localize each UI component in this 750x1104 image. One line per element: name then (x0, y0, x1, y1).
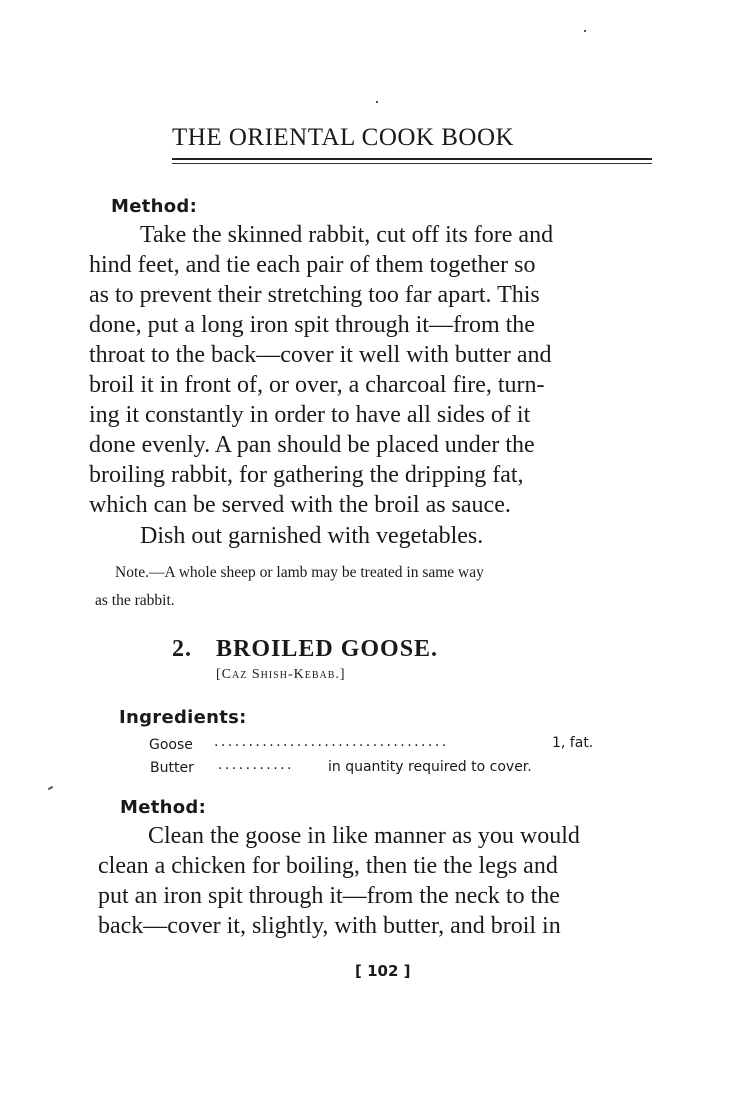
speck (48, 786, 53, 790)
note-line: Note.—A whole sheep or lamb may be treated in same way (115, 564, 484, 581)
paragraph-line: as to prevent their stretching too far apart. This (89, 282, 540, 308)
paragraph-line: back—cover it, slightly, with butter, and broil in (98, 913, 561, 939)
method-label: Method: (120, 797, 207, 818)
page-number: [ 102 ] (355, 962, 411, 980)
paragraph-line: throat to the back—cover it well with butter and (89, 342, 552, 368)
ingredient-name: Goose (149, 737, 193, 753)
recipe-number: 2. (172, 636, 192, 662)
recipe-subtitle: [Caz Shish-Kebab.] (216, 667, 346, 682)
paragraph-line: Clean the goose in like manner as you would (148, 823, 580, 849)
paragraph-line: put an iron spit through it—from the neck to the (98, 883, 560, 909)
paragraph-line: Take the skinned rabbit, cut off its fore and (140, 222, 554, 248)
method-label: Method: (111, 196, 198, 217)
header-rule-thin (172, 163, 652, 164)
leader-dots: . . . . . . . . . . . (218, 757, 291, 773)
ingredients-label: Ingredients: (119, 707, 247, 728)
recipe-title: BROILED GOOSE. (216, 636, 439, 662)
paragraph-line: done, put a long iron spit through it—from the (89, 312, 535, 338)
leader-dots: . . . . . . . . . . . . . . . . . . . . . . . . . . . . . . . . . . (214, 734, 446, 750)
header-rule (172, 158, 652, 160)
speck (376, 101, 378, 103)
paragraph-line: which can be served with the broil as sauce. (89, 492, 511, 518)
paragraph-line: ing it constantly in order to have all sides of it (89, 402, 531, 428)
paragraph-line: hind feet, and tie each pair of them together so (89, 252, 536, 278)
note-line: as the rabbit. (95, 592, 175, 609)
paragraph-line: done evenly. A pan should be placed under the (89, 432, 535, 458)
paragraph-line: broil it in front of, or over, a charcoal fire, turn- (89, 372, 545, 398)
speck (584, 30, 586, 32)
ingredient-quantity: 1, fat. (552, 735, 594, 751)
paragraph-line: broiling rabbit, for gathering the dripping fat, (89, 462, 524, 488)
ingredient-quantity: in quantity required to cover. (328, 759, 532, 775)
ingredient-name: Butter (150, 760, 194, 776)
paragraph-line: clean a chicken for boiling, then tie the legs and (98, 853, 558, 879)
paragraph-line: Dish out garnished with vegetables. (140, 523, 484, 549)
running-header: THE ORIENTAL COOK BOOK (172, 124, 515, 151)
